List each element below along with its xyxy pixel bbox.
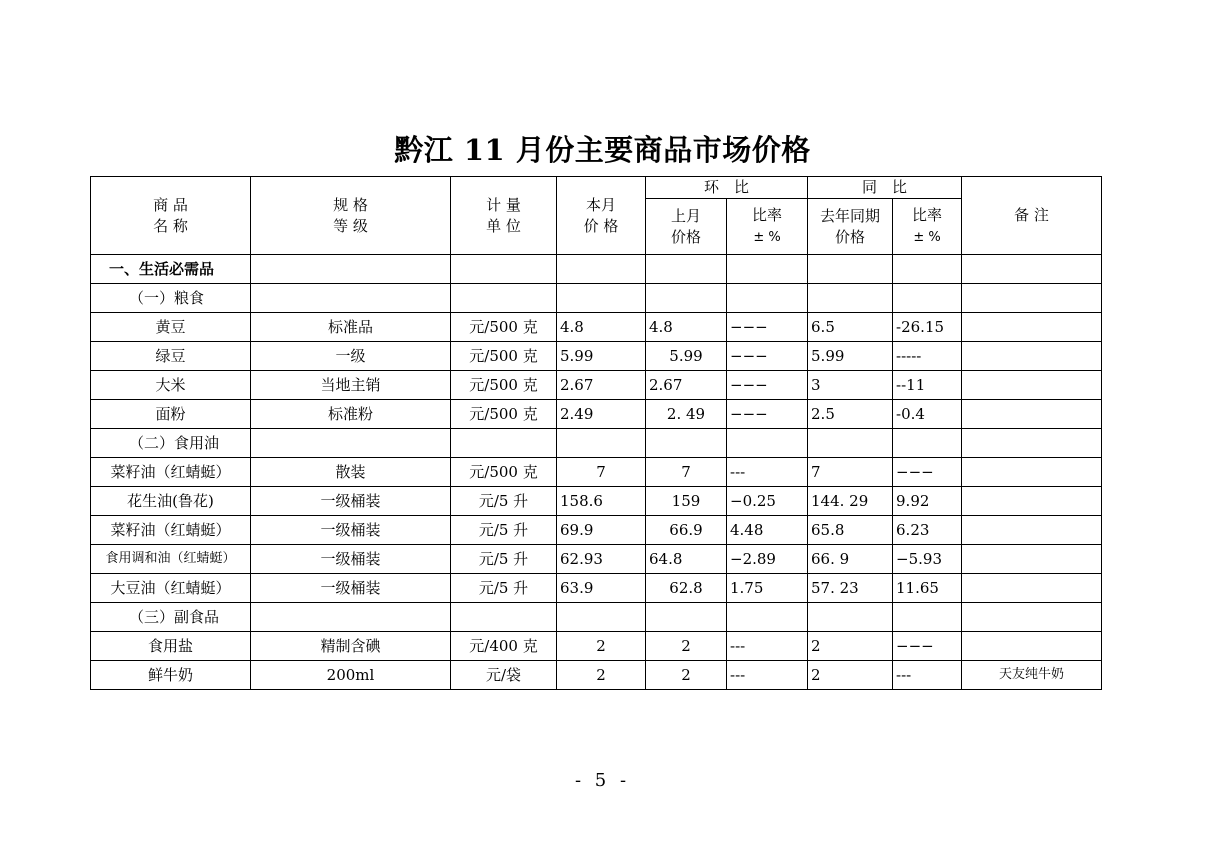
cell-unit: 元/5 升 — [451, 574, 557, 603]
header-last-year: 去年同期 价格 — [808, 199, 893, 255]
cell-last-month-price: 7 — [646, 458, 727, 487]
subcategory-row — [91, 603, 1102, 632]
empty-cell — [251, 284, 451, 313]
cell-unit: 元/5 升 — [451, 516, 557, 545]
cell-yoy-rate: --- — [893, 661, 962, 690]
empty-cell — [646, 255, 727, 284]
cell-yoy-rate: -0.4 — [893, 400, 962, 429]
cell-last-year-price: 57. 23 — [808, 574, 893, 603]
cell-yoy-rate: -26.15 — [893, 313, 962, 342]
empty-cell — [727, 603, 808, 632]
cell-remark — [962, 487, 1102, 516]
empty-cell — [557, 429, 646, 458]
table-body — [91, 255, 1102, 690]
cell-yoy-rate: 11.65 — [893, 574, 962, 603]
cell-remark: 天友纯牛奶 — [962, 661, 1102, 690]
cell-name: 菜籽油（红蜻蜓） — [91, 458, 251, 487]
cell-mom-rate: 4.48 — [727, 516, 808, 545]
cell-last-year-price: 5.99 — [808, 342, 893, 371]
cell-last-month-price: 5.99 — [646, 342, 727, 371]
cell-name: 花生油(鲁花) — [91, 487, 251, 516]
cell-current-price: 69.9 — [557, 516, 646, 545]
cell-spec: 一级桶装 — [251, 487, 451, 516]
cell-name: 食用调和油（红蜻蜓） — [91, 545, 251, 574]
empty-cell — [557, 284, 646, 313]
header-mom-rate: 比率 ± % — [727, 199, 808, 255]
cell-last-year-price: 6.5 — [808, 313, 893, 342]
header-last-month: 上月 价格 — [646, 199, 727, 255]
cell-unit: 元/500 克 — [451, 458, 557, 487]
cell-yoy-rate: 9.92 — [893, 487, 962, 516]
cell-remark — [962, 400, 1102, 429]
cell-mom-rate: --- — [727, 661, 808, 690]
empty-cell — [893, 284, 962, 313]
cell-last-month-price: 66.9 — [646, 516, 727, 545]
cell-last-month-price: 2 — [646, 661, 727, 690]
cell-current-price: 2 — [557, 632, 646, 661]
cell-spec: 一级 — [251, 342, 451, 371]
table-row — [91, 632, 1102, 661]
cell-name: 绿豆 — [91, 342, 251, 371]
cell-last-month-price: 4.8 — [646, 313, 727, 342]
empty-cell — [646, 284, 727, 313]
header-mom: 环 比 — [646, 177, 808, 199]
header-yoy: 同 比 — [808, 177, 962, 199]
cell-spec: 精制含碘 — [251, 632, 451, 661]
cell-spec: 标准品 — [251, 313, 451, 342]
cell-mom-rate: −−− — [727, 371, 808, 400]
cell-name: 大豆油（红蜻蜓） — [91, 574, 251, 603]
header-current-price: 本月 价 格 — [557, 177, 646, 255]
cell-name: 面粉 — [91, 400, 251, 429]
empty-cell — [251, 429, 451, 458]
subcategory-label: （二）食用油 — [91, 429, 251, 458]
cell-unit: 元/400 克 — [451, 632, 557, 661]
empty-cell — [451, 603, 557, 632]
cell-name: 食用盐 — [91, 632, 251, 661]
table-row — [91, 400, 1102, 429]
cell-unit: 元/500 克 — [451, 400, 557, 429]
cell-last-month-price: 159 — [646, 487, 727, 516]
cell-unit: 元/500 克 — [451, 313, 557, 342]
cell-current-price: 4.8 — [557, 313, 646, 342]
cell-yoy-rate: −5.93 — [893, 545, 962, 574]
cell-mom-rate: 1.75 — [727, 574, 808, 603]
cell-last-month-price: 64.8 — [646, 545, 727, 574]
cell-mom-rate: −−− — [727, 342, 808, 371]
empty-cell — [451, 284, 557, 313]
cell-current-price: 2.49 — [557, 400, 646, 429]
cell-spec: 标准粉 — [251, 400, 451, 429]
cell-remark — [962, 516, 1102, 545]
subcategory-row — [91, 429, 1102, 458]
cell-current-price: 5.99 — [557, 342, 646, 371]
empty-cell — [893, 255, 962, 284]
cell-last-year-price: 3 — [808, 371, 893, 400]
page-number: - 5 - — [574, 770, 631, 791]
subcategory-label: （三）副食品 — [91, 603, 251, 632]
table-row — [91, 661, 1102, 690]
cell-remark — [962, 632, 1102, 661]
cell-current-price: 2.67 — [557, 371, 646, 400]
subcategory-row — [91, 284, 1102, 313]
header-unit: 计 量 单 位 — [451, 177, 557, 255]
empty-cell — [808, 284, 893, 313]
cell-last-month-price: 62.8 — [646, 574, 727, 603]
table-row — [91, 516, 1102, 545]
empty-cell — [962, 429, 1102, 458]
cell-remark — [962, 545, 1102, 574]
cell-current-price: 7 — [557, 458, 646, 487]
category-label: 一、生活必需品 — [91, 255, 251, 284]
table-row — [91, 487, 1102, 516]
empty-cell — [251, 603, 451, 632]
header-remark: 备 注 — [962, 177, 1102, 255]
empty-cell — [727, 284, 808, 313]
empty-cell — [727, 429, 808, 458]
cell-remark — [962, 342, 1102, 371]
cell-mom-rate: −−− — [727, 313, 808, 342]
header-spec: 规 格 等 级 — [251, 177, 451, 255]
cell-spec: 一级桶装 — [251, 574, 451, 603]
cell-name: 菜籽油（红蜻蜓） — [91, 516, 251, 545]
empty-cell — [451, 429, 557, 458]
cell-remark — [962, 574, 1102, 603]
empty-cell — [557, 255, 646, 284]
empty-cell — [962, 603, 1102, 632]
cell-current-price: 63.9 — [557, 574, 646, 603]
cell-unit: 元/5 升 — [451, 487, 557, 516]
cell-name: 大米 — [91, 371, 251, 400]
table-row — [91, 545, 1102, 574]
cell-last-year-price: 66. 9 — [808, 545, 893, 574]
cell-unit: 元/袋 — [451, 661, 557, 690]
cell-yoy-rate: ----- — [893, 342, 962, 371]
empty-cell — [962, 255, 1102, 284]
cell-unit: 元/500 克 — [451, 371, 557, 400]
cell-unit: 元/5 升 — [451, 545, 557, 574]
table-row — [91, 371, 1102, 400]
cell-name: 鲜牛奶 — [91, 661, 251, 690]
cell-mom-rate: −−− — [727, 400, 808, 429]
cell-unit: 元/500 克 — [451, 342, 557, 371]
table-row — [91, 342, 1102, 371]
cell-last-year-price: 2 — [808, 632, 893, 661]
cell-name: 黄豆 — [91, 313, 251, 342]
table-row — [91, 313, 1102, 342]
cell-remark — [962, 313, 1102, 342]
cell-mom-rate: --- — [727, 632, 808, 661]
empty-cell — [808, 429, 893, 458]
empty-cell — [808, 603, 893, 632]
cell-remark — [962, 371, 1102, 400]
cell-last-year-price: 7 — [808, 458, 893, 487]
subcategory-label: （一）粮食 — [91, 284, 251, 313]
cell-last-year-price: 2.5 — [808, 400, 893, 429]
empty-cell — [893, 603, 962, 632]
cell-last-year-price: 2 — [808, 661, 893, 690]
cell-last-year-price: 65.8 — [808, 516, 893, 545]
cell-yoy-rate: --11 — [893, 371, 962, 400]
cell-spec: 当地主销 — [251, 371, 451, 400]
empty-cell — [251, 255, 451, 284]
cell-spec: 200ml — [251, 661, 451, 690]
cell-remark — [962, 458, 1102, 487]
empty-cell — [727, 255, 808, 284]
empty-cell — [451, 255, 557, 284]
empty-cell — [962, 284, 1102, 313]
cell-last-month-price: 2 — [646, 632, 727, 661]
cell-spec: 散装 — [251, 458, 451, 487]
header-yoy-rate: 比率 ± % — [893, 199, 962, 255]
empty-cell — [893, 429, 962, 458]
cell-mom-rate: −0.25 — [727, 487, 808, 516]
table-row — [91, 458, 1102, 487]
category-row — [91, 255, 1102, 284]
cell-last-year-price: 144. 29 — [808, 487, 893, 516]
empty-cell — [646, 429, 727, 458]
cell-last-month-price: 2. 49 — [646, 400, 727, 429]
cell-spec: 一级桶装 — [251, 545, 451, 574]
header-name: 商 品 名 称 — [91, 177, 251, 255]
cell-mom-rate: --- — [727, 458, 808, 487]
cell-last-month-price: 2.67 — [646, 371, 727, 400]
price-table — [90, 176, 1102, 690]
page-title: 黔江 11 月份主要商品市场价格 — [394, 133, 811, 167]
cell-mom-rate: −2.89 — [727, 545, 808, 574]
cell-current-price: 62.93 — [557, 545, 646, 574]
empty-cell — [808, 255, 893, 284]
cell-yoy-rate: −−− — [893, 632, 962, 661]
empty-cell — [557, 603, 646, 632]
cell-yoy-rate: 6.23 — [893, 516, 962, 545]
table-row — [91, 574, 1102, 603]
cell-spec: 一级桶装 — [251, 516, 451, 545]
cell-current-price: 158.6 — [557, 487, 646, 516]
cell-current-price: 2 — [557, 661, 646, 690]
empty-cell — [646, 603, 727, 632]
cell-yoy-rate: −−− — [893, 458, 962, 487]
